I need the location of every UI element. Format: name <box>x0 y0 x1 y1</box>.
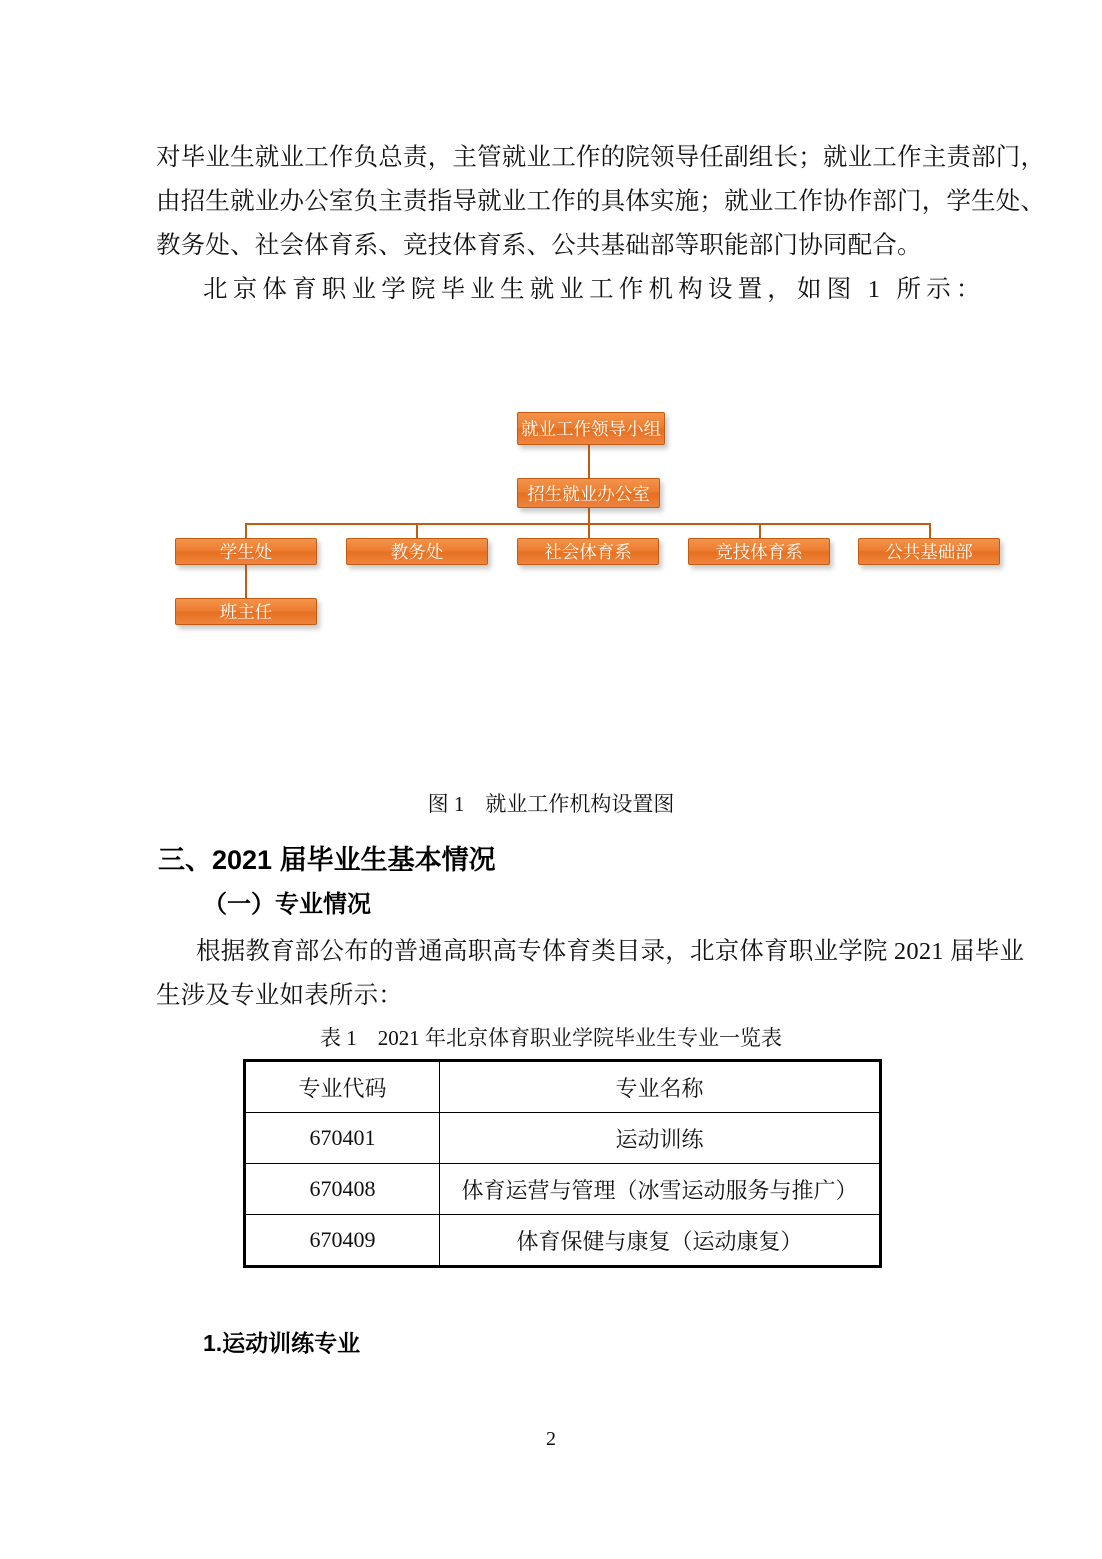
org-node-general-basics-dept[interactable] <box>858 538 1000 565</box>
table-caption: 表 1 2021 年北京体育职业学院毕业生专业一览表 <box>320 1026 782 1050</box>
org-node-label: 公共基础部 <box>885 542 973 562</box>
table-cell-major-code: 670401 <box>245 1113 440 1164</box>
org-node-label: 就业工作领导小组 <box>521 419 661 439</box>
table-row <box>245 1113 881 1164</box>
table-cell-major-code: 670409 <box>245 1215 440 1267</box>
paragraph-line: 生涉及专业如表所示： <box>156 982 403 1009</box>
table-row <box>245 1164 881 1215</box>
figure-caption: 图 1 就业工作机构设置图 <box>427 792 675 816</box>
org-node-label: 教务处 <box>390 542 444 562</box>
org-node-label: 学生处 <box>219 542 273 562</box>
paragraph-line: 对毕业生就业工作负总责，主管就业工作的院领导任副组长；就业工作主责部门， <box>156 144 1046 171</box>
section-heading-three: 三、2021 届毕业生基本情况 <box>158 845 496 875</box>
org-node-social-sports-dept[interactable] <box>517 538 659 565</box>
org-chart-figure <box>150 380 1030 660</box>
connector-leadinggroup-to-office <box>588 445 590 478</box>
connector-drop-competitive-sports <box>759 523 761 538</box>
page-number: 2 <box>546 1428 556 1450</box>
connector-drop-student-affairs <box>245 523 247 538</box>
org-node-student-affairs[interactable] <box>175 538 317 565</box>
connector-drop-social-sports <box>588 523 590 538</box>
table-header-cell: 专业代码 <box>245 1061 440 1113</box>
table-header-cell: 专业名称 <box>440 1061 881 1113</box>
org-node-label: 班主任 <box>219 602 273 622</box>
subsection-heading-one: （一）专业情况 <box>203 891 371 918</box>
org-node-label: 招生就业办公室 <box>527 483 650 504</box>
table-cell-major-code: 670408 <box>245 1164 440 1215</box>
connector-studentaffairs-to-advisor <box>245 565 247 598</box>
connector-drop-general-basics <box>929 523 931 538</box>
paragraph-line: 由招生就业办公室负主责指导就业工作的具体实施；就业工作协作部门，学生处、 <box>156 188 1046 215</box>
org-node-class-advisor[interactable] <box>175 598 317 625</box>
table-header-row <box>245 1061 881 1113</box>
paragraph-line: 教务处、社会体育系、竞技体育系、公共基础部等职能部门协同配合。 <box>156 232 922 259</box>
org-node-leading-group[interactable] <box>517 412 665 445</box>
paragraph-figure-reference: 北京体育职业学院毕业生就业工作机构设置，如图 1 所示： <box>203 276 986 303</box>
org-node-academic-affairs[interactable] <box>346 538 488 565</box>
org-node-label: 社会体育系 <box>544 542 632 562</box>
paragraph-line: 根据教育部公布的普通高职高专体育类目录，北京体育职业学院 2021 届毕业 <box>196 938 1025 965</box>
table-row <box>245 1215 881 1267</box>
majors-table <box>243 1059 882 1268</box>
item-heading-one: 1.运动训练专业 <box>203 1330 361 1356</box>
org-node-competitive-sports-dept[interactable] <box>688 538 830 565</box>
org-node-admissions-office[interactable] <box>517 478 660 508</box>
table-cell-major-name: 体育保健与康复（运动康复） <box>440 1215 881 1267</box>
table-cell-major-name: 体育运营与管理（冰雪运动服务与推广） <box>440 1164 881 1215</box>
table-cell-major-name: 运动训练 <box>440 1113 881 1164</box>
connector-office-to-bus <box>588 508 590 523</box>
connector-drop-academic-affairs <box>416 523 418 538</box>
org-node-label: 竞技体育系 <box>715 542 803 562</box>
